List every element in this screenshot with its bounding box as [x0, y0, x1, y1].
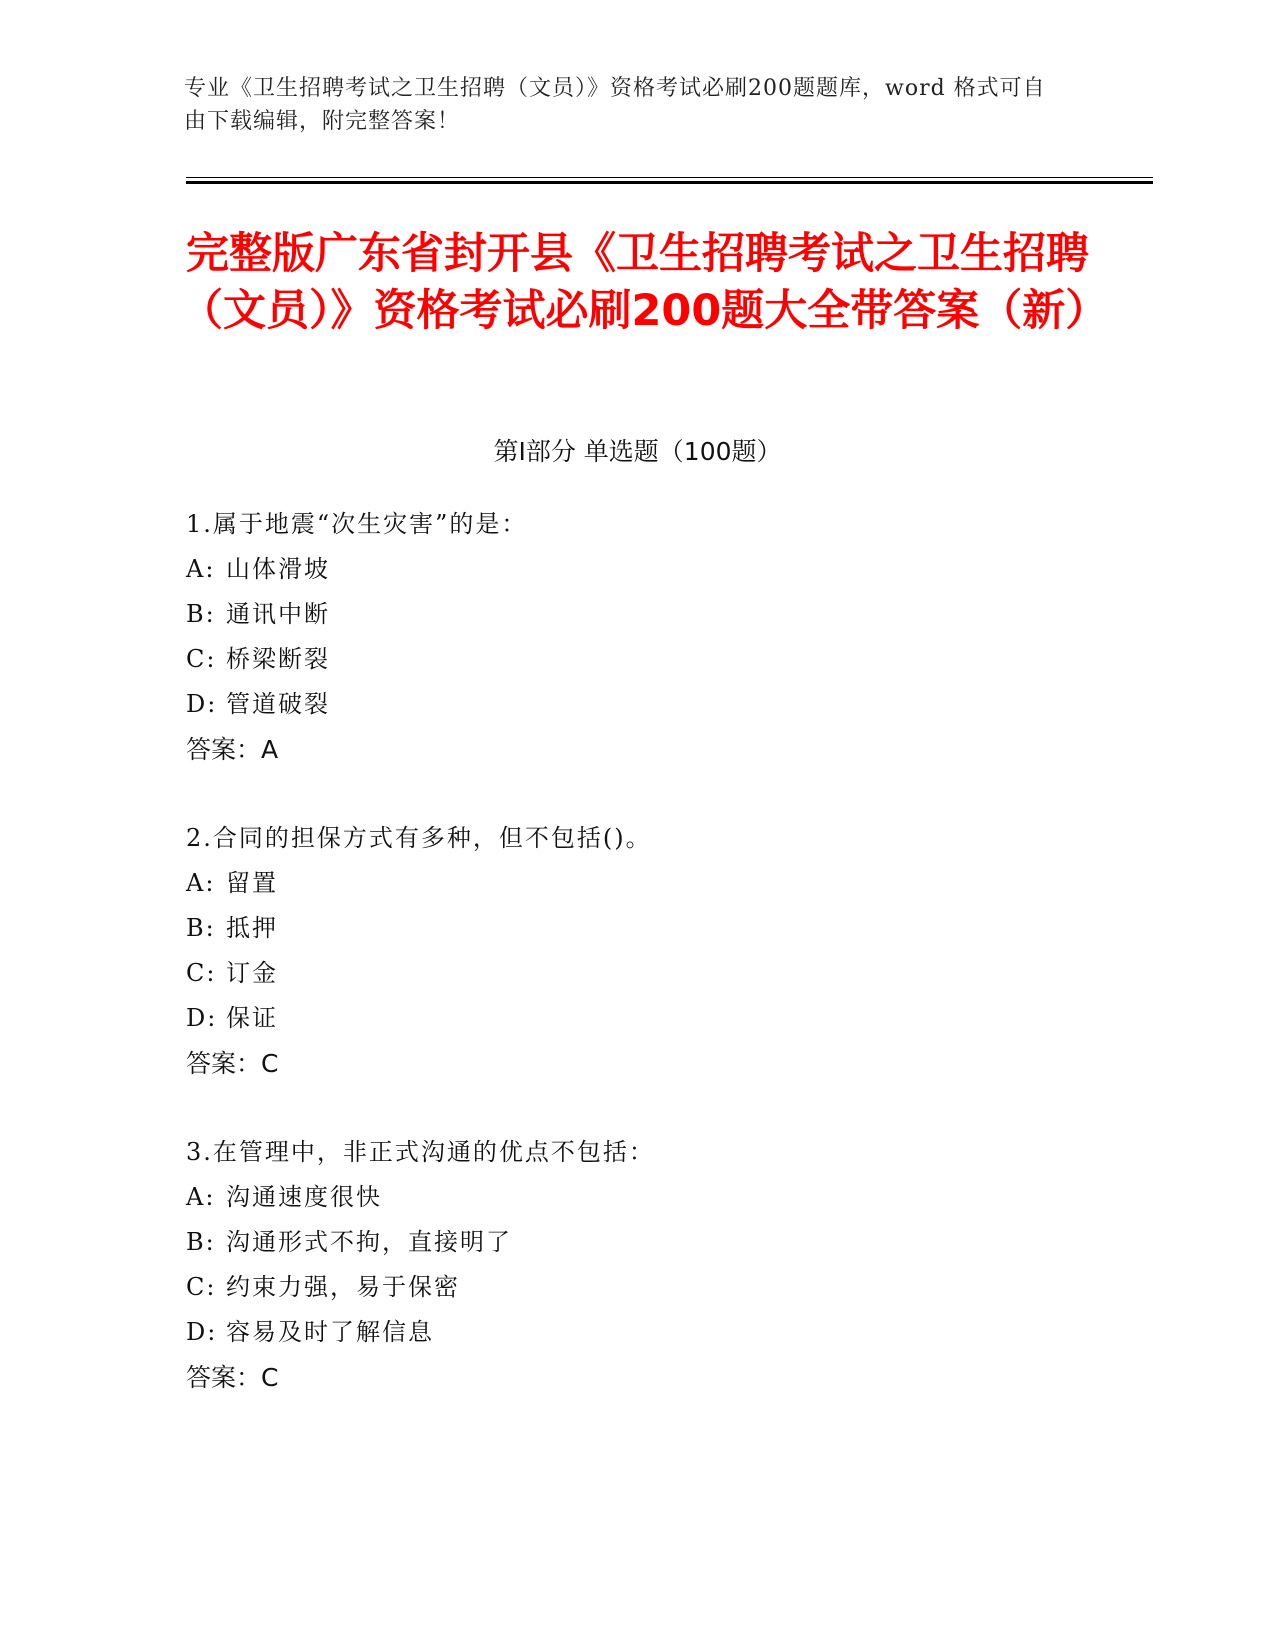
- option-d: [186, 996, 1086, 1041]
- option-key: D:: [186, 1318, 218, 1346]
- question-1: [186, 502, 1086, 772]
- option-b: [186, 592, 1086, 637]
- option-a: [186, 861, 1086, 906]
- option-key: B:: [186, 600, 216, 628]
- option-key: C:: [186, 645, 217, 673]
- document-title: 完整版广东省封开县《卫生招聘考试之卫生招聘（文员）》资格考试必刷200题大全带答案（新）: [180, 229, 1109, 336]
- question-2: [186, 816, 1086, 1086]
- header-divider-thick: [186, 181, 1153, 184]
- option-text: 山体滑坡: [226, 555, 330, 583]
- option-c: [186, 951, 1086, 996]
- option-key: B:: [186, 914, 216, 942]
- question-3: [186, 1130, 1086, 1400]
- option-key: B:: [186, 1228, 216, 1256]
- option-text: 容易及时了解信息: [226, 1318, 434, 1346]
- section-title: 第Ⅰ部分 单选题（100题）: [493, 437, 782, 466]
- answer: 答案：C: [186, 1363, 279, 1392]
- option-a: [186, 1175, 1086, 1220]
- option-text: 管道破裂: [226, 690, 330, 718]
- option-text: 抵押: [226, 914, 278, 942]
- option-text: 保证: [226, 1004, 278, 1032]
- option-c: [186, 1265, 1086, 1310]
- option-b: [186, 906, 1086, 951]
- option-key: A:: [186, 1183, 216, 1211]
- option-text: 通讯中断: [226, 600, 330, 628]
- option-key: C:: [186, 959, 217, 987]
- header-divider-thin: [186, 177, 1153, 178]
- option-c: [186, 637, 1086, 682]
- option-key: C:: [186, 1273, 217, 1301]
- answer: 答案：A: [186, 735, 279, 764]
- option-text: 约束力强，易于保密: [226, 1273, 460, 1301]
- option-text: 沟通形式不拘，直接明了: [226, 1228, 512, 1256]
- question-stem: 3.在管理中，非正式沟通的优点不包括：: [186, 1138, 655, 1166]
- option-a: [186, 547, 1086, 592]
- option-key: D:: [186, 690, 218, 718]
- option-key: A:: [186, 869, 216, 897]
- answer: 答案：C: [186, 1049, 279, 1078]
- option-text: 桥梁断裂: [226, 645, 330, 673]
- header-note: 专业《卫生招聘考试之卫生招聘（文员）》资格考试必刷200题题库，word 格式可自由下载编辑，附完整答案！: [184, 76, 1046, 134]
- option-text: 留置: [226, 869, 278, 897]
- option-d: [186, 682, 1086, 727]
- question-stem: 2.合同的担保方式有多种，但不包括()。: [186, 824, 652, 852]
- option-text: 沟通速度很快: [226, 1183, 382, 1211]
- option-key: A:: [186, 555, 216, 583]
- option-b: [186, 1220, 1086, 1265]
- option-text: 订金: [226, 959, 278, 987]
- question-stem: 1.属于地震“次生灾害”的是：: [186, 510, 528, 538]
- option-key: D:: [186, 1004, 218, 1032]
- option-d: [186, 1310, 1086, 1355]
